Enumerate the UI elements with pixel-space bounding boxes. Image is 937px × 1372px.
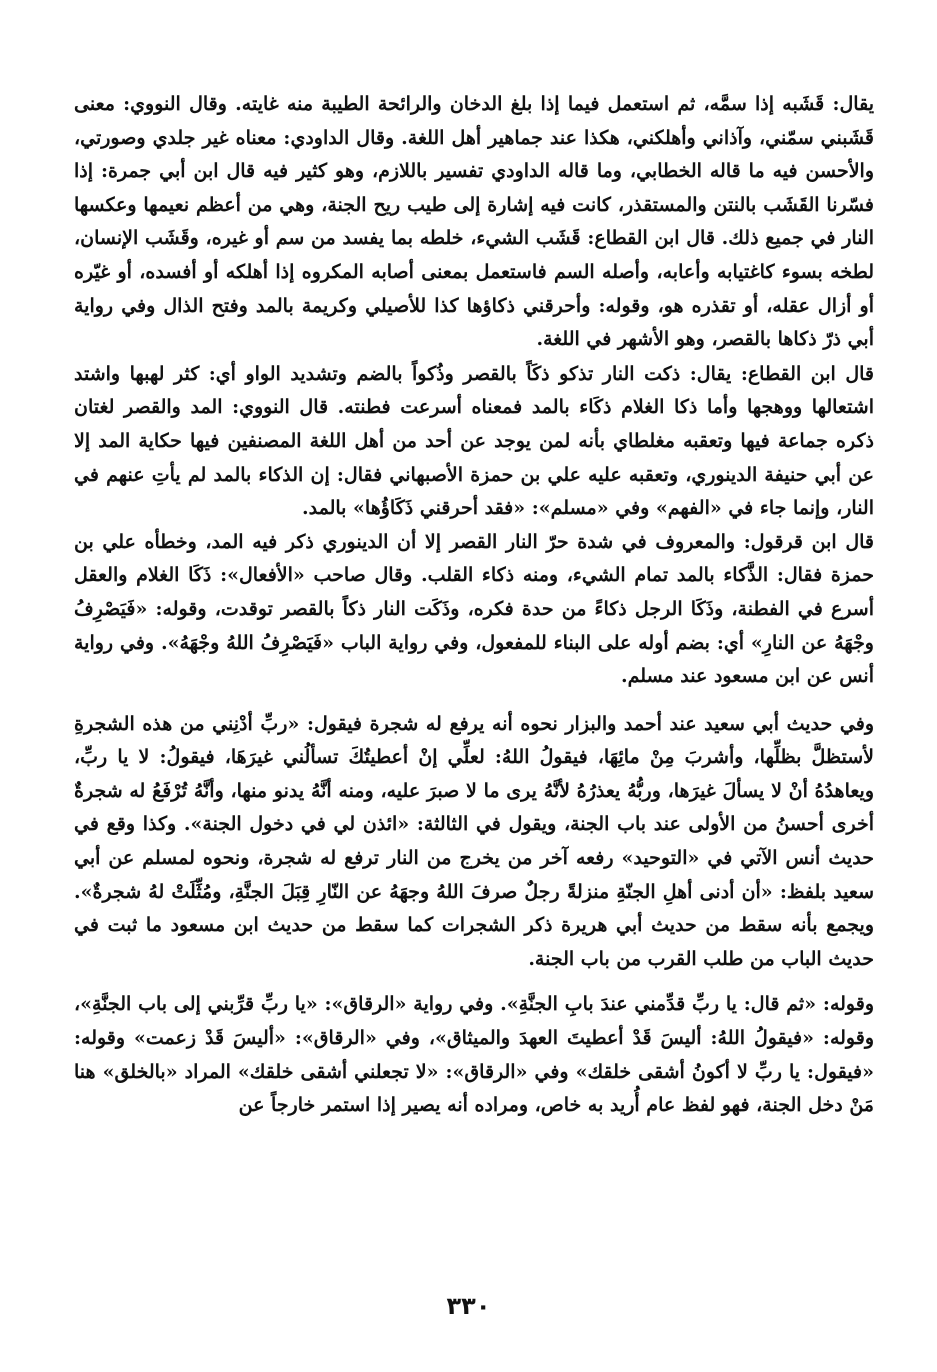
paragraph-2: قال ابن القطاع: يقال: ذكت النار تذكو ذكَاً بالقصر وذُكواً بالضم وتشديد الواو أي: كثر لهبها واشتد اشتعالها ووهجها وأما ذكا الغلام ذكَاء بالمد فمعناه أسرعت فطنته. قال النووي: المد والقصر لغتان ذكره جماعة فيها وتعقبه مغلطاي بأنه لمن يوجد عن أحد من أهل اللغة المصنفين فيها حكاية المد إلا عن أبي حنيفة الدينوري، وتعقبه عليه علي بن حمزة الأصبهاني فقال: إن الذكاء بالمد لم يأتِ عنهم في النار، وإنما جاء في «الفهم» وفي «مسلم»: «فقد أحرقني ذَكَاؤُها» بالمد. bbox=[74, 362, 874, 520]
paragraph-3: قال ابن قرقول: والمعروف في شدة حرّ النار القصر إلا أن الدينوري ذكر فيه المد، وخطأه علي بن حمزة فقال: الذَّكاء بالمد تمام الشيء، ومنه ذكاء القلب. وقال صاحب «الأفعال»: ذَكَا الغلام والعقل أسرع في الفطنة، وذَكَا الرجل ذكاءً من حدة فكره، وذَكَت النار ذكاً بالقصر توقدت، وقوله: «فَيَصْرِفُ وجْهَهُ عن النارِ» أي: بضم أوله على البناء للمفعول، وفي رواية الباب «فَيَصْرِفُ اللهُ وجْهَهُ». وفي رواية أنس عن ابن مسعود عند مسلم. bbox=[74, 530, 874, 688]
page-number: ٣٣٠ bbox=[446, 1292, 491, 1320]
page-body bbox=[74, 88, 874, 1308]
paragraph-5: وقوله: «ثم قال: يا ربِّ قدِّمني عندَ بابِ الجنَّةِ». وفي رواية «الرقاق»: «يا ربِّ قرِّبني إلى باب الجنَّةِ»، وقوله: «فيقولُ اللهُ: أليسَ قَدْ أعطيتَ العهدَ والميثاق»، وفي «الرقاق»: «أليسَ قَدْ زعمت» وقوله: «فيقول: يا ربِّ لا أكونُ أشقى خلقك» وفي «الرقاق»: «لا تجعلني أشقى خلقك» المراد «بالخلق» هنا مَنْ دخل الجنة، فهو لفظ عام أُريد به خاص، ومراده أنه يصير إذا استمر خارجاً عن bbox=[74, 993, 874, 1117]
paragraph-1: يقال: قَشَبه إذا سمَّه، ثم استعمل فيما إذا بلغ الدخان والرائحة الطيبة منه غايته. وقال النووي: معنى قَشَبني سمّني، وآذاني وأهلكني، هكذا عند جماهير أهل اللغة. وقال الداودي: معناه غير جلدي وصورتي، والأحسن فيه ما قاله الخطابي، وما قاله الداودي تفسير باللازم، وهو كثير فيه قال ابن أبي جمرة: إذا فسّرنا القَشَب بالنتن والمستقذر، كانت فيه إشارة إلى طيب ريح الجنة، وهي من أعظم نعيمها وعكسها النار في جميع ذلك. قال ابن القطاع: قَشَب الشيء، خلطه بما يفسد من سم أو غيره، وقَشَب الإنسان، لطخه بسوء كاغتيابه وأعابه، وأصله السم فاستعمل بمعنى أصابه المكروه إذا أهلكه أو أفسده، أو غيّره أو أزال عقله، أو تقذره هو، وقوله: وأحرقني ذكاؤها كذا للأصيلي وكريمة بالمد وفتح الذال وفي رواية أبي ذرّ ذكاها بالقصر، وهو الأشهر في اللغة. bbox=[74, 93, 874, 351]
paragraph-4: وفي حديث أبي سعيد عند أحمد والبزار نحوه أنه يرفع له شجرة فيقول: «ربِّ أدْنِني من هذه الشجرةِ لأستظلَّ بظلِّها، وأشربَ مِنْ مائِهَا، فيقولُ اللهُ: لعلِّي إنْ أعطيتُكَ تسألُني غيرَهَا، فيقولُ: لا يا ربِّ، ويعاهدُهُ أنْ لا يسألَ غيرَها، وربُّهُ يعذرُهُ لأنَّهُ يرى ما لا صبرَ عليه، ومنه أنَّهُ يدنو منها، وأنَّهُ تُرْفَعُ له شجرةٌ أخرى أحسنُ من الأولى عند باب الجنة، ويقول في الثالثة: «ائذن لي في دخول الجنة». وكذا وقع في حديث أنس الآتي في «التوحيد» رفعه آخر من يخرج من النار ترفع له شجرة، ونحوه لمسلم عن أبي سعيد بلفظ: «أن أدنى أهلِ الجنّةِ منزلةً رجلٌ صرفَ اللهُ وجهَهُ عن النّارِ قِبَلَ الجنَّةِ، ومُثِّلَتْ لهُ شجرةٌ». ويجمع بأنه سقط من حديث أبي هريرة ذكر الشجرات كما سقط من حديث ابن مسعود ما ثبت في حديث الباب من طلب القرب من باب الجنة. bbox=[74, 712, 874, 970]
